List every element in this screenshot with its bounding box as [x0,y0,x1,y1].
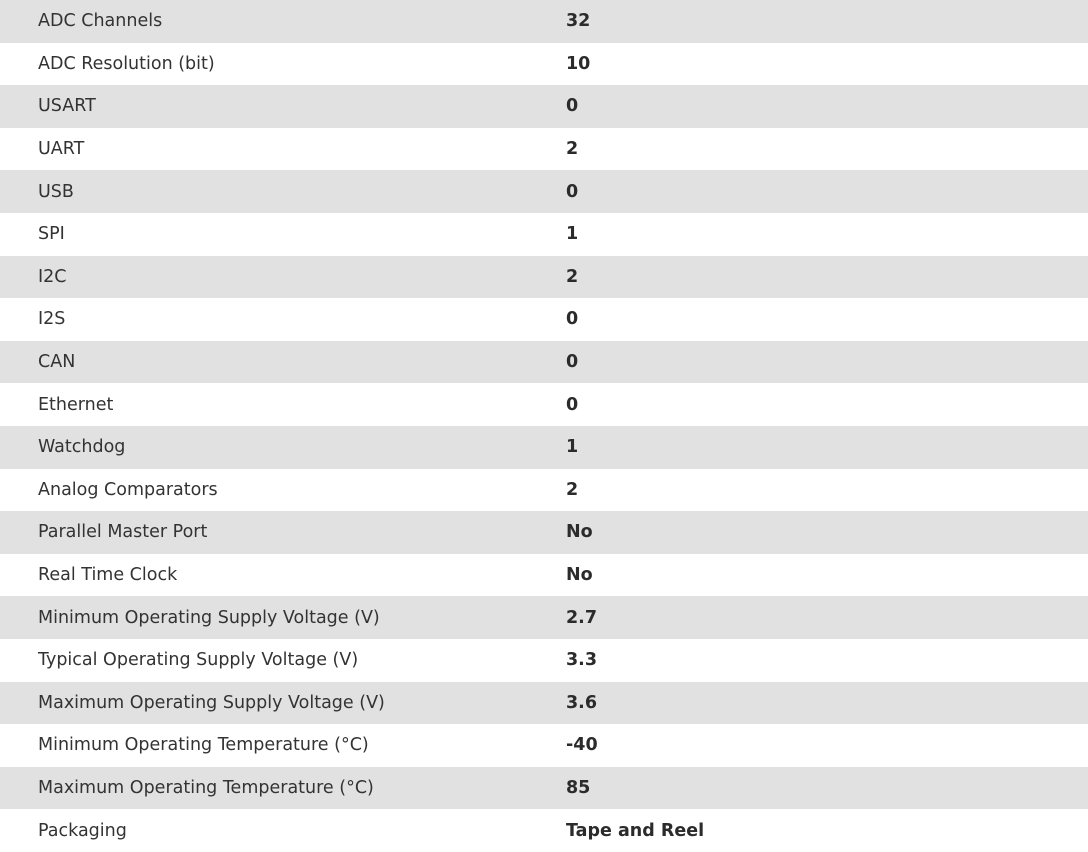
spec-value: 3.6 [566,692,598,713]
spec-value: 2 [566,139,579,160]
spec-value: 32 [566,11,591,32]
spec-value: 0 [566,96,579,117]
spec-value: 1 [566,437,579,458]
spec-label: ADC Channels [38,11,163,32]
spec-value: 0 [566,181,579,202]
spec-label: Analog Comparators [38,479,218,500]
spec-value: 0 [566,394,579,415]
spec-row-packaging [0,809,1088,852]
spec-row-watchdog [0,426,1088,469]
spec-label: Parallel Master Port [38,522,208,543]
spec-row-spi [0,213,1088,256]
spec-label: Packaging [38,820,127,841]
spec-label: I2S [38,309,66,330]
spec-value: 2 [566,479,579,500]
spec-value: 0 [566,309,579,330]
spec-row-parallel-master-port [0,511,1088,554]
spec-label: UART [38,139,85,160]
spec-value: 85 [566,777,591,798]
spec-row-i2c [0,256,1088,299]
spec-row-analog-comparators [0,469,1088,512]
spec-label: Minimum Operating Supply Voltage (V) [38,607,380,628]
spec-label: Typical Operating Supply Voltage (V) [38,650,359,671]
spec-label: Watchdog [38,437,126,458]
spec-label: ADC Resolution (bit) [38,53,215,74]
spec-label: SPI [38,224,65,245]
spec-row-typical-supply-voltage [0,639,1088,682]
spec-row-real-time-clock [0,554,1088,597]
spec-row-min-operating-temperature [0,724,1088,767]
spec-row-i2s [0,298,1088,341]
spec-label: Maximum Operating Supply Voltage (V) [38,692,385,713]
spec-row-max-operating-temperature [0,767,1088,810]
spec-label: I2C [38,266,67,287]
spec-label: Real Time Clock [38,565,178,586]
spec-value: No [566,565,593,586]
spec-row-usb [0,170,1088,213]
spec-value: 10 [566,53,591,74]
spec-row-ethernet [0,383,1088,426]
spec-value: -40 [566,735,598,756]
spec-row-adc-channels [0,0,1088,43]
spec-value: 2.7 [566,607,598,628]
spec-row-max-supply-voltage [0,682,1088,725]
spec-row-min-supply-voltage [0,596,1088,639]
spec-label: USB [38,181,74,202]
spec-row-usart [0,85,1088,128]
spec-label: CAN [38,352,76,373]
spec-label: Ethernet [38,394,114,415]
spec-row-can [0,341,1088,384]
spec-row-uart [0,128,1088,171]
spec-value: 1 [566,224,579,245]
spec-row-adc-resolution [0,43,1088,86]
spec-value: Tape and Reel [566,820,705,841]
spec-label: USART [38,96,96,117]
spec-value: 2 [566,266,579,287]
spec-value: 0 [566,352,579,373]
spec-label: Minimum Operating Temperature (°C) [38,735,369,756]
spec-label: Maximum Operating Temperature (°C) [38,777,374,798]
spec-value: 3.3 [566,650,598,671]
spec-value: No [566,522,593,543]
